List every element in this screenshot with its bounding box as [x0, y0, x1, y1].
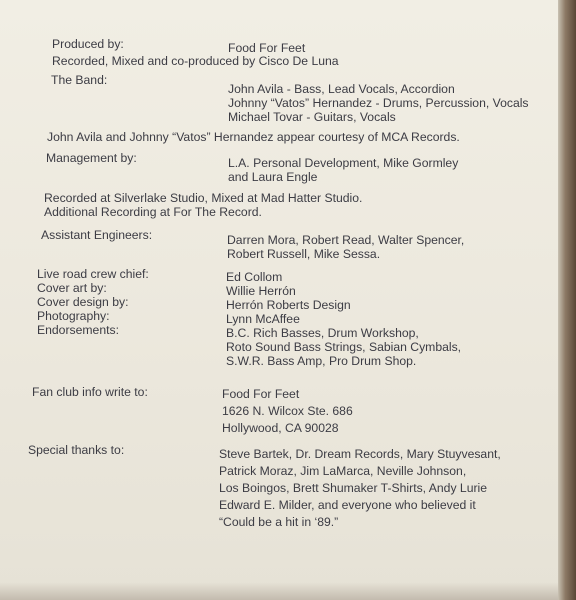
photography-label: Photography:: [37, 309, 110, 323]
courtesy-line: John Avila and Johnny “Vatos” Hernandez appear courtesy of MCA Records.: [47, 130, 460, 144]
crew-labels: [37, 267, 149, 337]
cover-design-label: Cover design by:: [37, 295, 129, 309]
produced-label: Produced by:: [52, 37, 124, 51]
endorsement-line: S.W.R. Bass Amp, Pro Drum Shop.: [226, 354, 417, 368]
bottom-shadow: [0, 582, 558, 600]
photography-value: Lynn McAffee: [226, 312, 300, 326]
band-member: Michael Tovar - Guitars, Vocals: [228, 110, 396, 124]
engineers-lines: Darren Mora, Robert Read, Walter Spencer, Robert Russell, Mike Sessa.: [227, 233, 465, 261]
crew-values: [226, 270, 461, 368]
cover-art-value: Willie Herrón: [226, 284, 296, 298]
band-member: John Avila - Bass, Lead Vocals, Accordion: [228, 82, 455, 96]
endorsements-label: Endorsements:: [37, 323, 119, 337]
endorsement-line: B.C. Rich Basses, Drum Workshop,: [226, 326, 419, 340]
thanks-lines: Steve Bartek, Dr. Dream Records, Mary Stuyvesant, Patrick Moraz, Jim LaMarca, Neville Johnson, Los Boingos, Brett Shumaker T-Shirts, Andy Lurie Edward E. Milder, and everyone who believed it “Could be a hit in ‘89.”: [219, 447, 501, 529]
road-crew-label: Live road crew chief:: [37, 267, 149, 281]
band-members: [228, 82, 529, 124]
thanks-label: Special thanks to:: [28, 443, 125, 457]
band-member: Johnny “Vatos” Hernandez - Drums, Percussion, Vocals: [228, 96, 529, 110]
studios-line-2: Additional Recording at For The Record.: [44, 205, 262, 219]
road-crew-value: Ed Collom: [226, 270, 283, 284]
produced-value: Food For Feet: [228, 41, 306, 55]
cover-design-value: Herrón Roberts Design: [226, 298, 351, 312]
endorsement-line: Roto Sound Bass Strings, Sabian Cymbals,: [226, 340, 462, 354]
cover-art-label: Cover art by:: [37, 281, 107, 295]
sleeve-edge: [558, 0, 576, 600]
fanclub-label: Fan club info write to:: [32, 385, 148, 399]
management-lines: L.A. Personal Development, Mike Gormley and Laura Engle: [228, 156, 459, 184]
studios-line-1: Recorded at Silverlake Studio, Mixed at Mad Hatter Studio.: [44, 191, 363, 205]
engineers-label: Assistant Engineers:: [41, 228, 153, 242]
band-label: The Band:: [51, 73, 108, 87]
recorded-mixed-line: Recorded, Mixed and co-produced by Cisco De Luna: [52, 54, 339, 68]
management-label: Management by:: [46, 151, 137, 165]
fanclub-address: Food For Feet 1626 N. Wilcox Ste. 686 Hollywood, CA 90028: [222, 387, 353, 435]
